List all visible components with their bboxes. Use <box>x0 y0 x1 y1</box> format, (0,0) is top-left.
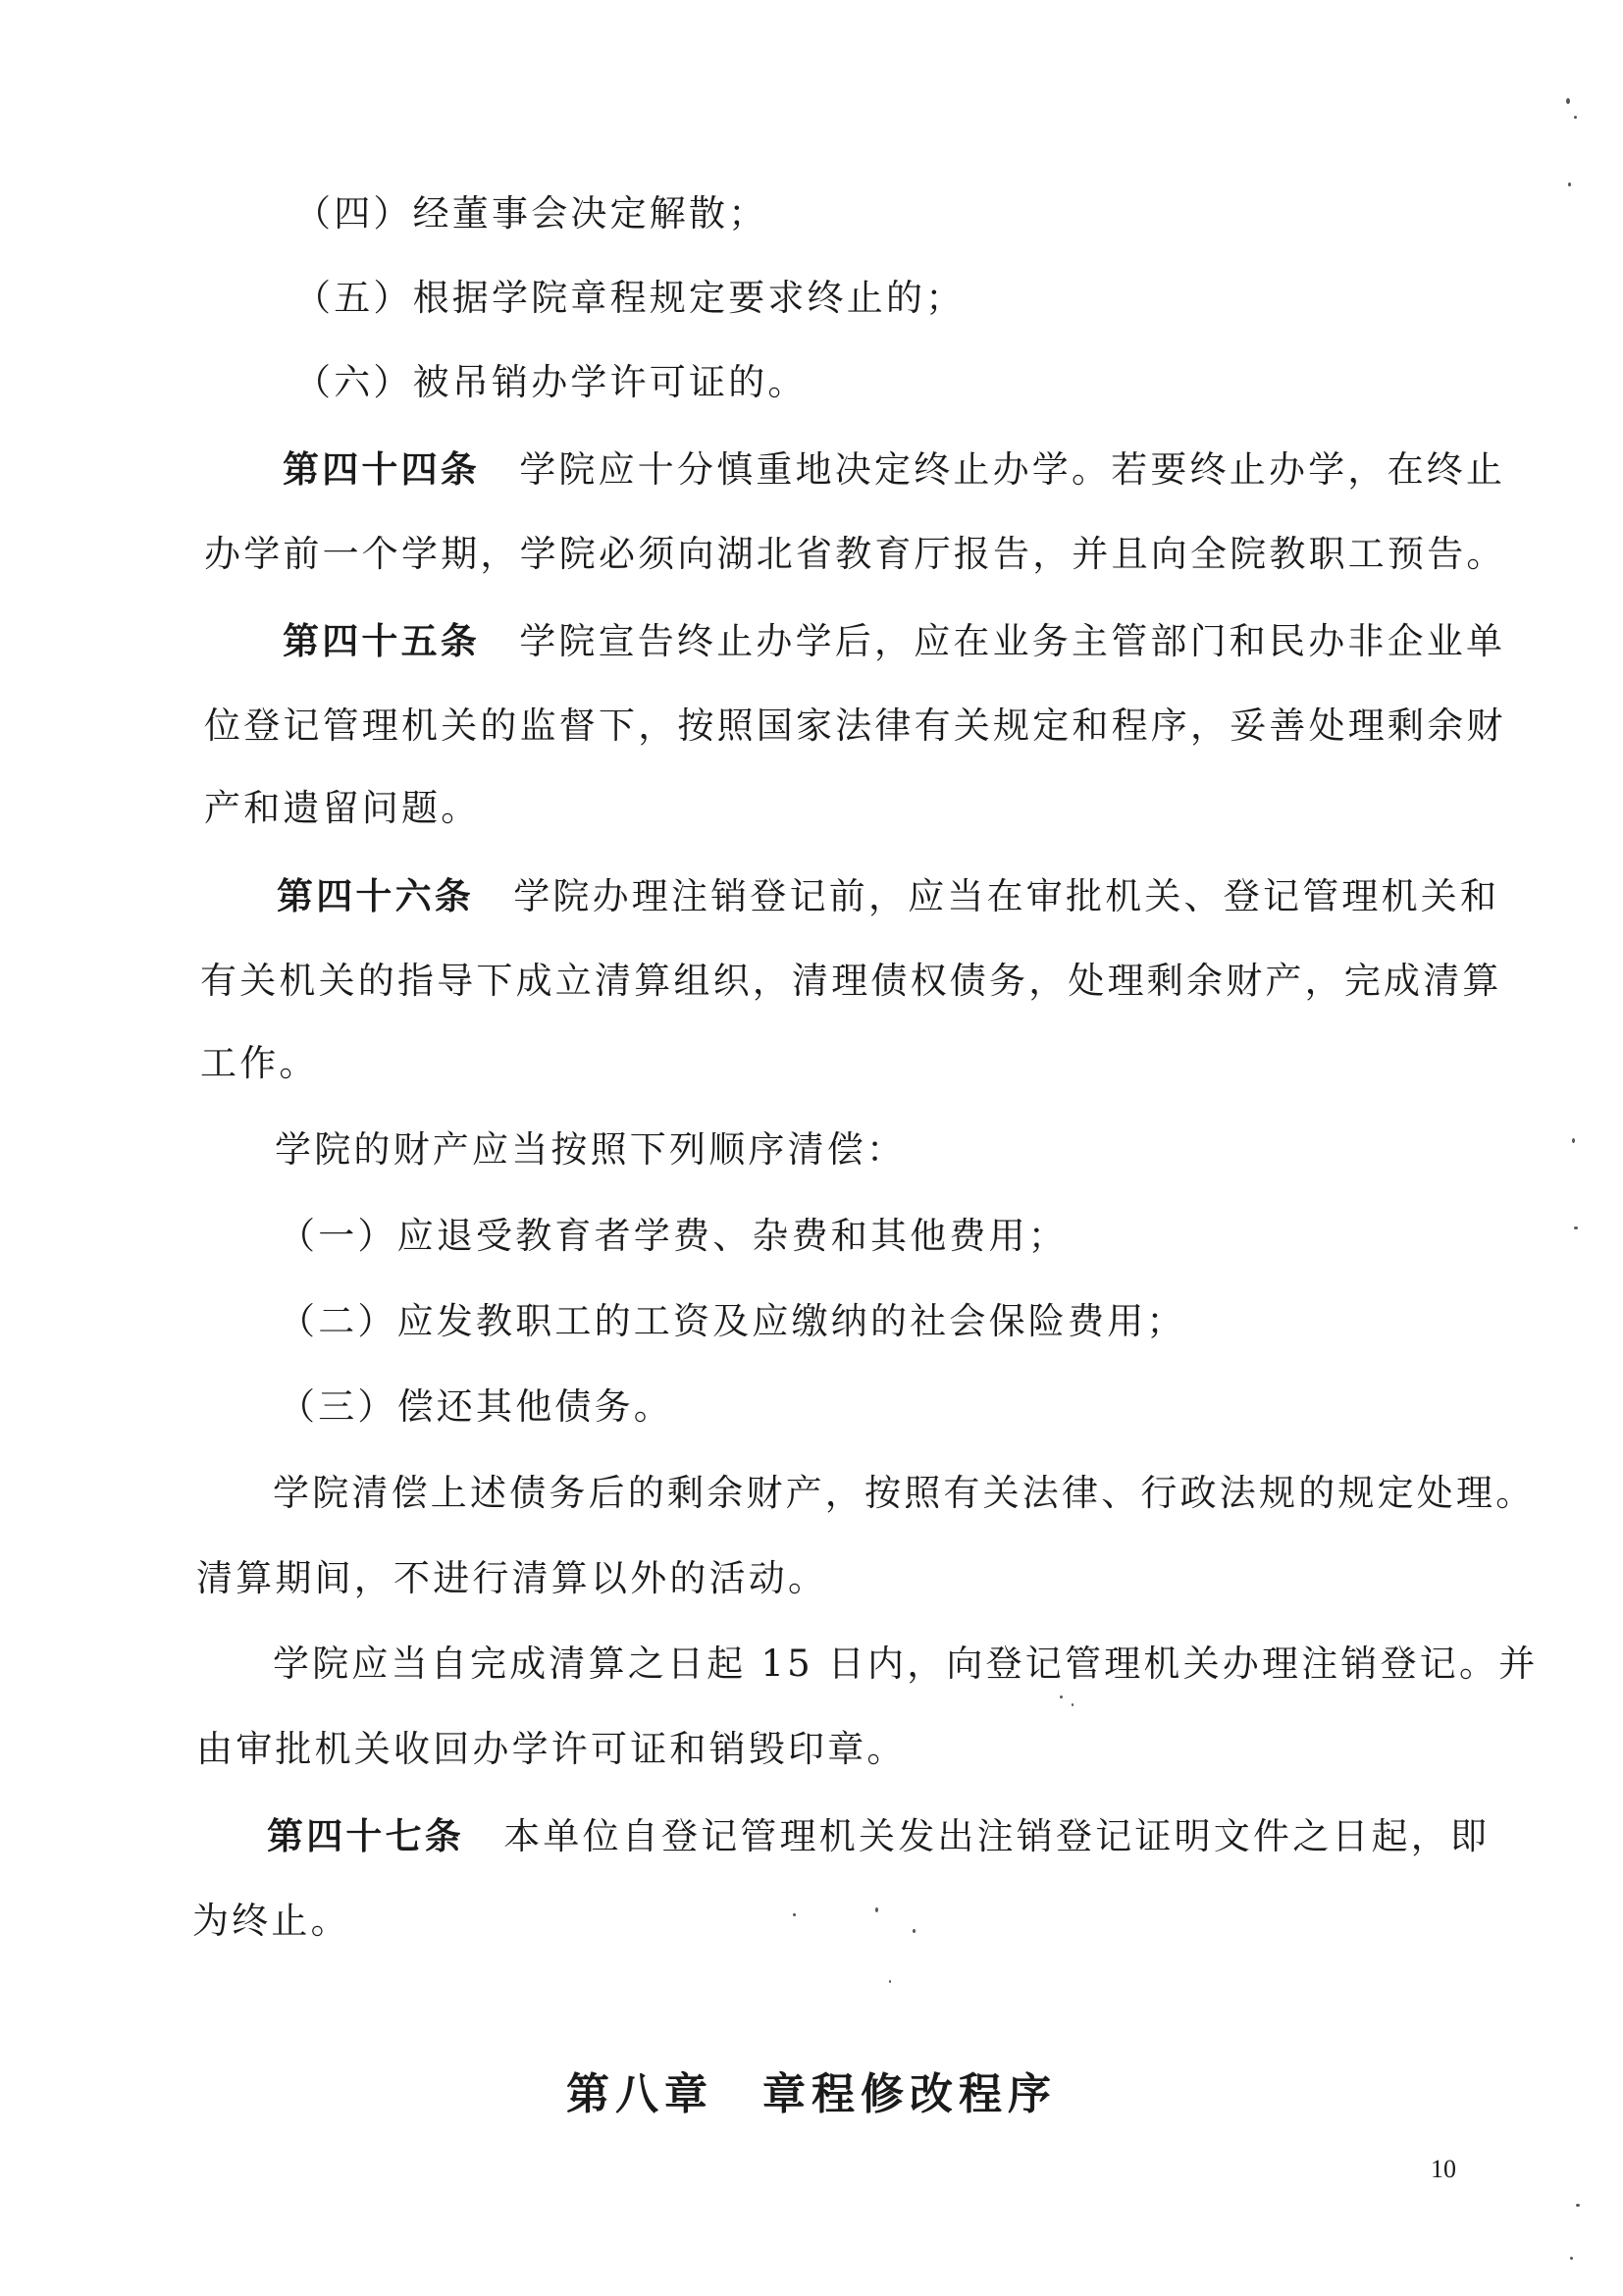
scan-speck <box>1570 2257 1573 2260</box>
article-47-line-1: 第四十七条 本单位自登记管理机关发出注销登记证明文件之日起，即 <box>267 1814 1491 1857</box>
scan-speck <box>1072 1703 1073 1706</box>
scan-speck <box>1574 1226 1578 1229</box>
article-45-line-3: 产和遗留问题。 <box>204 787 481 829</box>
list-item-5: （五）根据学院章程规定要求终止的； <box>294 277 966 319</box>
scan-speck <box>913 1929 916 1933</box>
article-46-line-2: 有关机关的指导下成立清算组织，清理债权债务，处理剩余财产，完成清算 <box>200 960 1502 1002</box>
article-44-line-1: 第四十四条 学院应十分慎重地决定终止办学。若要终止办学，在终止 <box>283 447 1506 491</box>
repay-item-3: （三）偿还其他债务。 <box>279 1385 673 1428</box>
article-45-label: 第四十五条 <box>283 619 480 662</box>
cancellation-line-2: 由审批机关收回办学许可证和销毁印章。 <box>196 1728 907 1770</box>
scan-speck <box>875 1907 878 1912</box>
article-46-line-3: 工作。 <box>200 1042 319 1084</box>
scan-speck <box>1574 116 1577 119</box>
article-47-label: 第四十七条 <box>267 1814 464 1857</box>
article-47-line-2: 为终止。 <box>192 1900 350 1942</box>
repay-order-intro: 学院的财产应当按照下列顺序清偿： <box>275 1128 907 1171</box>
chapter-title: 第八章 章程修改程序 <box>566 2069 1057 2119</box>
scan-speck <box>889 1980 891 1983</box>
repay-item-1: （一）应退受教育者学费、杂费和其他费用； <box>279 1215 1068 1257</box>
scan-speck <box>1060 1696 1063 1698</box>
scan-speck <box>793 1913 796 1916</box>
repay-item-2: （二）应发教职工的工资及应缴纳的社会保险费用； <box>279 1300 1186 1342</box>
article-44-label: 第四十四条 <box>283 447 480 491</box>
scan-speck <box>1568 183 1571 186</box>
article-46-label: 第四十六条 <box>277 874 474 917</box>
article-45-line-1: 第四十五条 学院宣告终止办学后，应在业务主管部门和民办非企业单 <box>283 619 1506 662</box>
list-item-6: （六）被吊销办学许可证的。 <box>294 361 808 403</box>
scan-speck <box>1566 98 1570 104</box>
scan-speck <box>1572 1138 1575 1143</box>
article-45-line-2: 位登记管理机关的监督下，按照国家法律有关规定和程序，妥善处理剩余财 <box>204 704 1506 747</box>
list-item-4: （四）经董事会决定解散； <box>294 192 768 235</box>
cancellation-line-1: 学院应当自完成清算之日起 15 日内，向登记管理机关办理注销登记。并 <box>273 1643 1539 1685</box>
page-number: 10 <box>1431 2155 1456 2183</box>
scan-speck <box>1576 2204 1580 2207</box>
article-46-line-1: 第四十六条 学院办理注销登记前，应当在审批机关、登记管理机关和 <box>277 874 1500 917</box>
remaining-property-line-2: 清算期间，不进行清算以外的活动。 <box>196 1557 828 1599</box>
remaining-property-line-1: 学院清偿上述债务后的剩余财产，按照有关法律、行政法规的规定处理。 <box>273 1472 1536 1514</box>
article-44-line-2: 办学前一个学期，学院必须向湖北省教育厅报告，并且向全院教职工预告。 <box>204 533 1506 575</box>
